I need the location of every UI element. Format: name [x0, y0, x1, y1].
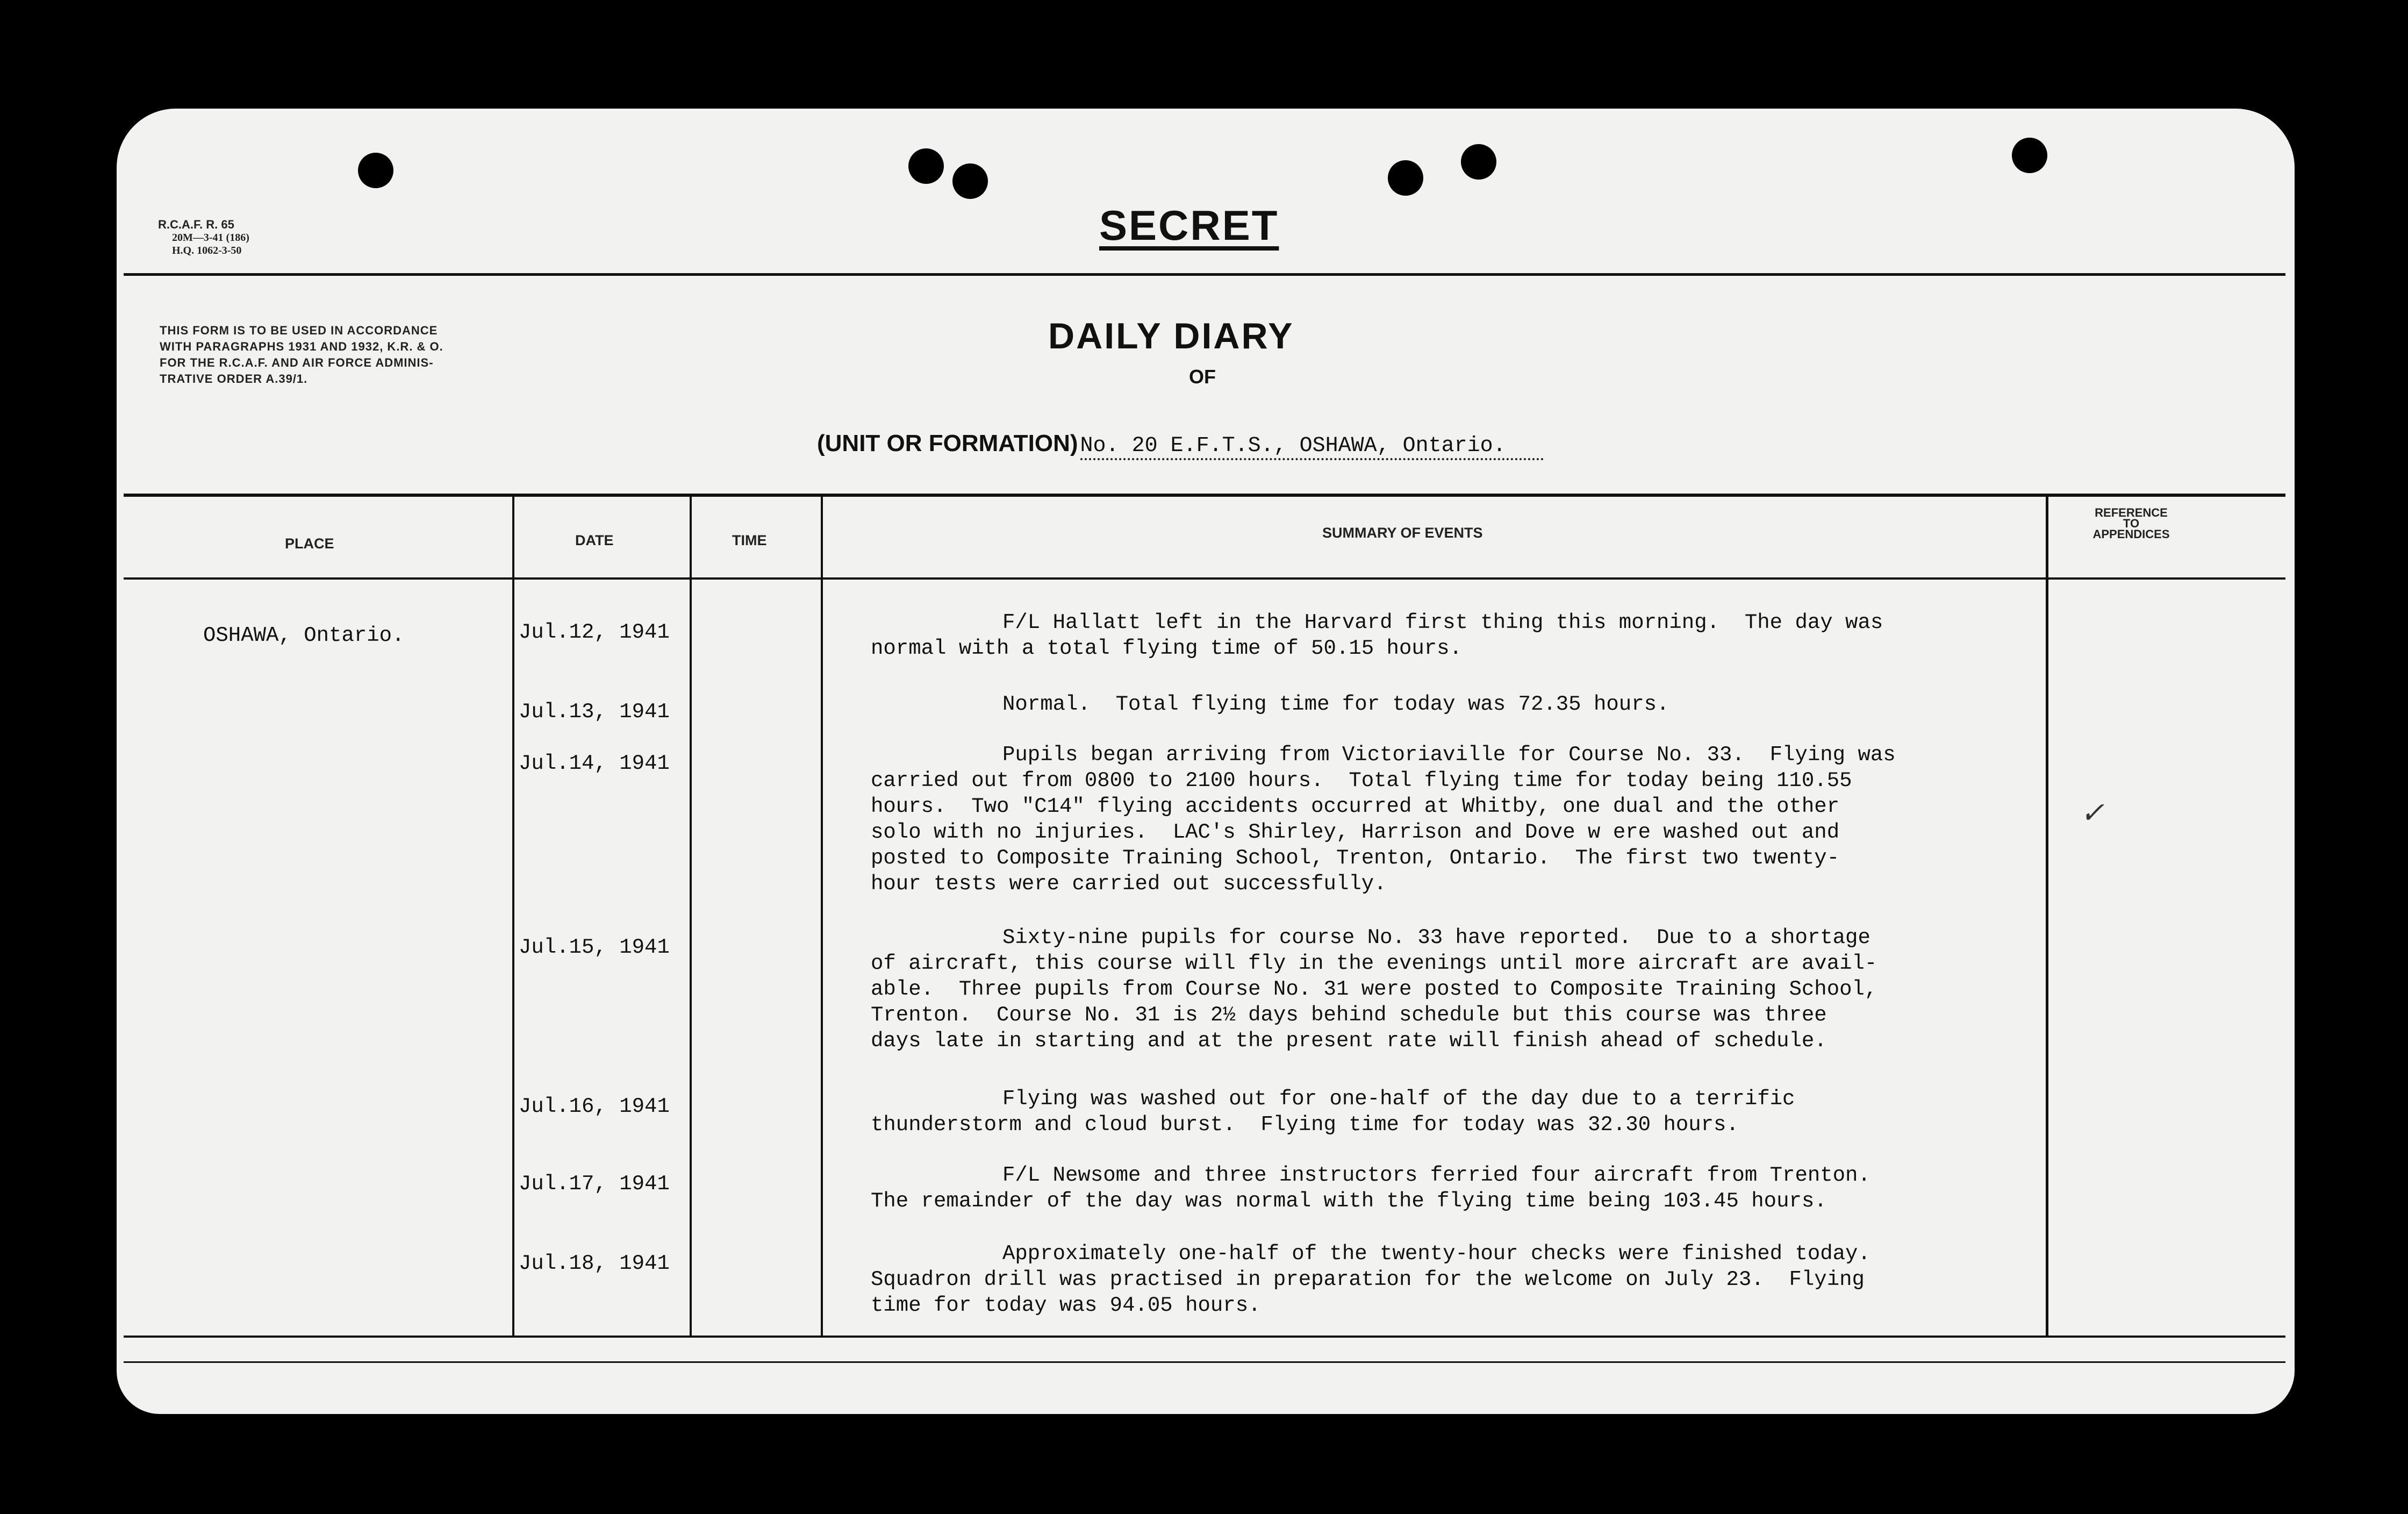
entry-date: Jul.12, 1941	[519, 620, 670, 644]
summary-line: carried out from 0800 to 2100 hours. Total flying time for today being 110.55	[871, 769, 1852, 792]
unit-value: No. 20 E.F.T.S., OSHAWA, Ontario.	[1080, 434, 1544, 460]
table-footer-rule	[124, 1361, 2285, 1363]
instruction-line: FOR THE R.C.A.F. AND AIR FORCE ADMINIS-	[160, 356, 434, 369]
reference-check-mark: ✓	[2080, 797, 2105, 829]
summary-line: days late in starting and at the present rate will finish ahead of schedule.	[871, 1029, 1827, 1053]
entry-summary	[871, 1241, 2053, 1318]
summary-line: F/L Newsome and three instructors ferried four aircraft from Trenton.	[1002, 1163, 1870, 1187]
instruction-line: WITH PARAGRAPHS 1931 AND 1932, K.R. & O.	[160, 340, 443, 353]
summary-line: Sixty-nine pupils for course No. 33 have reported. Due to a shortage	[1002, 926, 1870, 949]
column-divider-time	[821, 494, 823, 1338]
entry-date: Jul.18, 1941	[519, 1252, 670, 1275]
summary-line: Normal. Total flying time for today was 72.35 hours.	[1002, 692, 1669, 716]
summary-line: Flying was washed out for one-half of the day due to a terrific	[1002, 1087, 1795, 1111]
table-top-rule	[124, 494, 2285, 497]
summary-line: posted to Composite Training School, Trenton, Ontario. The first two twenty-	[871, 846, 1840, 870]
summary-line: hours. Two "C14" flying accidents occurred at Whitby, one dual and the other	[871, 795, 1840, 818]
entry-date: Jul.15, 1941	[519, 935, 670, 959]
form-code-block	[158, 218, 249, 257]
table-header-rule	[124, 577, 2285, 580]
column-divider-date	[690, 494, 692, 1338]
summary-line: solo with no injuries. LAC's Shirley, Harrison and Dove w ere washed out and	[871, 820, 1840, 844]
reference-header-line: TO	[2123, 517, 2140, 530]
instruction-line: THIS FORM IS TO BE USED IN ACCORDANCE	[160, 324, 438, 337]
instruction-line: TRATIVE ORDER A.39/1.	[160, 372, 308, 385]
place-value: OSHAWA, Ontario.	[203, 624, 405, 647]
column-header-place: PLACE	[285, 535, 334, 552]
summary-line: able. Three pupils from Course No. 31 were posted to Composite Training School,	[871, 977, 1877, 1001]
print-run: 20M—3-41 (186)	[172, 232, 249, 244]
hq-reference: H.Q. 1062-3-50	[172, 245, 242, 256]
summary-line: normal with a total flying time of 50.15 hours.	[871, 637, 1462, 660]
entry-summary	[871, 610, 2053, 661]
summary-line: hour tests were carried out successfully.	[871, 872, 1387, 896]
summary-line: Squadron drill was practised in preparation for the welcome on July 23. Flying	[871, 1268, 1865, 1291]
summary-line: F/L Hallatt left in the Harvard first thing this morning. The day was	[1002, 611, 1883, 634]
summary-line: The remainder of the day was normal with the flying time being 103.45 hours.	[871, 1189, 1827, 1213]
classification-stamp: SECRET	[1099, 202, 1279, 249]
form-code: R.C.A.F. R. 65	[158, 218, 234, 231]
header-divider	[124, 273, 2285, 276]
entry-date: Jul.14, 1941	[519, 752, 670, 775]
entry-date: Jul.13, 1941	[519, 700, 670, 724]
unit-line	[817, 430, 1544, 458]
summary-line: time for today was 94.05 hours.	[871, 1294, 1261, 1317]
summary-line: thunderstorm and cloud burst. Flying time for today was 32.30 hours.	[871, 1113, 1739, 1137]
column-header-reference	[2067, 508, 2196, 540]
column-divider-place	[512, 494, 514, 1338]
entry-summary	[871, 691, 2053, 717]
form-instructions	[160, 323, 443, 387]
reference-header-line: REFERENCE	[2095, 506, 2168, 519]
summary-line: of aircraft, this course will fly in the evenings until more aircraft are avail-	[871, 952, 1877, 975]
table-bottom-rule	[124, 1336, 2285, 1338]
punch-hole	[2012, 138, 2047, 173]
entry-summary	[871, 1086, 2053, 1138]
unit-label: (UNIT OR FORMATION)	[817, 430, 1078, 456]
entry-date: Jul.17, 1941	[519, 1172, 670, 1196]
punch-hole	[952, 163, 988, 199]
summary-line: Pupils began arriving from Victoriaville for Course No. 33. Flying was	[1002, 743, 1896, 767]
entry-summary	[871, 742, 2053, 897]
column-header-time: TIME	[732, 532, 767, 548]
punch-hole	[358, 153, 393, 188]
column-header-date: DATE	[575, 532, 614, 548]
punch-hole	[908, 148, 944, 184]
title-of: OF	[1189, 366, 1216, 388]
reference-header-line: APPENDICES	[2092, 527, 2170, 541]
entry-summary	[871, 925, 2053, 1054]
summary-line: Trenton. Course No. 31 is 2½ days behind schedule but this course was three	[871, 1003, 1827, 1027]
column-header-summary: SUMMARY OF EVENTS	[1322, 525, 1483, 541]
entry-date: Jul.16, 1941	[519, 1095, 670, 1118]
punch-hole	[1388, 160, 1423, 196]
punch-hole	[1461, 144, 1496, 180]
page-title: DAILY DIARY	[1048, 316, 1294, 356]
summary-line: Approximately one-half of the twenty-hour checks were finished today.	[1002, 1242, 1870, 1266]
entry-summary	[871, 1162, 2053, 1214]
